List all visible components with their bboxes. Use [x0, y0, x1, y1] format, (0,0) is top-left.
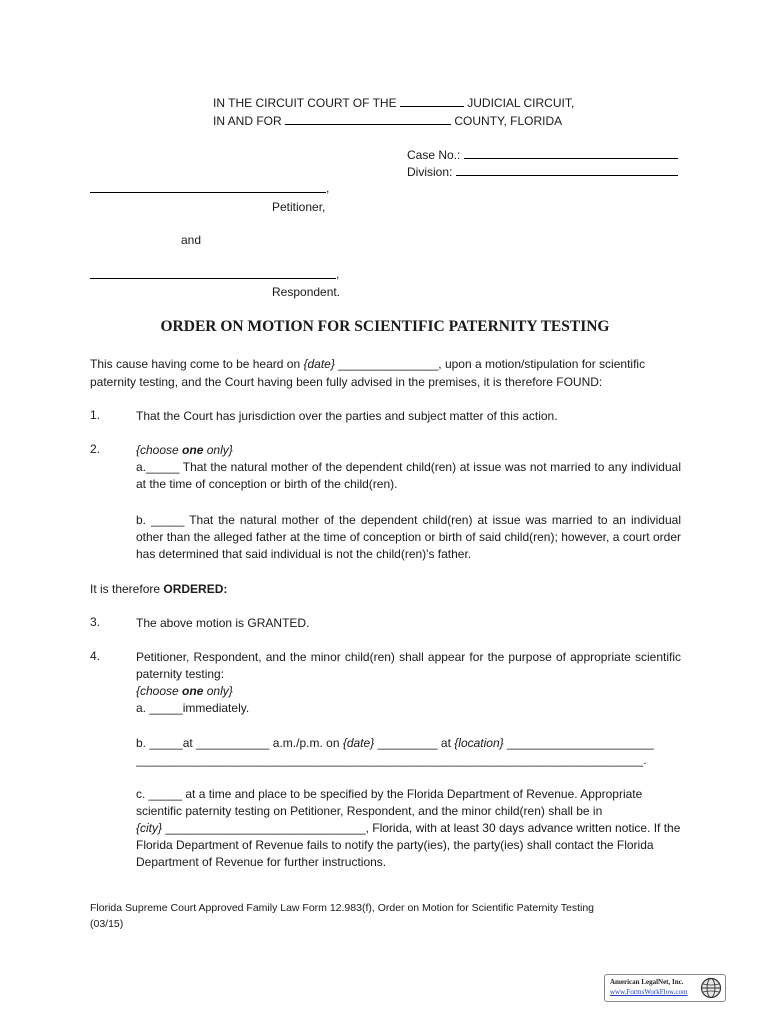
- division-field: Division:: [407, 163, 678, 181]
- footer-form-title: Florida Supreme Court Approved Family Law Form 12.983(f), Order on Motion for Scientific Paternity Testing: [90, 902, 595, 914]
- circuit-number-blank[interactable]: [400, 94, 464, 107]
- option-4c-line1: c. _____ at a time and place to be specified by the Florida Department of Revenue. Appropriate: [136, 787, 643, 801]
- and-label: and: [181, 233, 202, 247]
- petitioner-name-line[interactable]: [90, 192, 326, 193]
- choose-one-instruction-4: {choose one only}: [136, 684, 233, 698]
- form-footer: [90, 900, 660, 932]
- division-blank[interactable]: [456, 163, 678, 176]
- logo-company-name: American LegalNet, Inc.: [610, 978, 684, 986]
- item-1-text: That the Court has jurisdiction over the parties and subject matter of this action.: [136, 409, 558, 423]
- ordered-heading: It is therefore ORDERED:: [90, 582, 228, 596]
- american-legalnet-logo[interactable]: [604, 974, 726, 1002]
- option-4c-line4: Florida Department of Revenue fails to notify the party(ies), the party(ies) shall contact the Florida: [136, 838, 654, 852]
- logo-url-link[interactable]: www.FormsWorkFlow.com: [610, 988, 688, 996]
- choose-one-instruction-2: {choose one only}: [136, 443, 233, 457]
- globe-icon: [700, 977, 722, 999]
- footer-revision-date: (03/15): [90, 918, 124, 930]
- case-number-blank[interactable]: [464, 146, 678, 159]
- item-4-text: Petitioner, Respondent, and the minor child(ren) shall appear for the purpose of appropriate scientific paternity testing:: [136, 650, 681, 681]
- option-4c-line2: scientific paternity testing on Petitioner, Respondent, and the minor child(ren) shall be in: [136, 804, 603, 818]
- petitioner-label: Petitioner,: [272, 200, 326, 214]
- court-header-line1: IN THE CIRCUIT COURT OF THE JUDICIAL CIRCUIT,: [213, 96, 575, 110]
- item-number-1: 1.: [90, 408, 101, 422]
- intro-line2: paternity testing, and the Court having been fully advised in the premises, it is therefore FOUND:: [90, 375, 603, 389]
- option-4c-line5: Department of Revenue for further instructions.: [136, 855, 387, 869]
- option-2b: b. _____ That the natural mother of the dependent child(ren) at issue was married to an individual other than the alleged father at the time of conception or birth of said child(ren); however, a court order has determined that said individual is not the child(ren)'s father.: [136, 513, 681, 561]
- respondent-name-line[interactable]: [90, 278, 336, 279]
- item-number-4: 4.: [90, 649, 101, 663]
- option-4c-line3: {city} ______________________________, Florida, with at least 30 days advance written notice. If the: [136, 821, 681, 835]
- option-4a: a. _____immediately.: [136, 701, 250, 715]
- case-number-field: Case No.:: [407, 146, 678, 164]
- document-title: ORDER ON MOTION FOR SCIENTIFIC PATERNITY TESTING: [160, 318, 610, 335]
- item-number-3: 3.: [90, 615, 101, 629]
- intro-line1: This cause having come to be heard on {date} _______________, upon a motion/stipulation for scientific: [90, 357, 646, 371]
- item-3-text: The above motion is GRANTED.: [136, 616, 310, 630]
- court-header-line2: IN AND FOR COUNTY, FLORIDA: [213, 114, 563, 128]
- option-4b-line2: ____________________________________________________________________________.: [136, 753, 647, 767]
- respondent-label: Respondent.: [272, 285, 341, 299]
- option-2a: a._____ That the natural mother of the dependent child(ren) at issue was not married to any individual at the time of conception or birth of the child(ren).: [136, 460, 681, 491]
- item-number-2: 2.: [90, 442, 101, 456]
- option-4b-line1: b. _____at ___________ a.m./p.m. on {date} _________ at {location} ______________________: [136, 736, 654, 750]
- county-blank[interactable]: [285, 112, 451, 125]
